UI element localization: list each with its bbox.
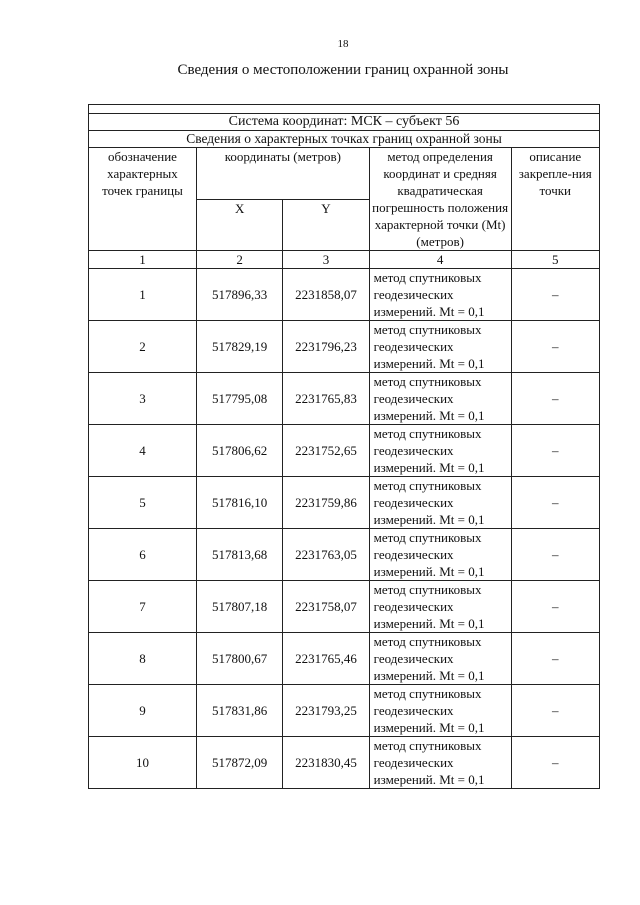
document-title: Сведения о местоположении границ охранной зоны xyxy=(177,62,509,78)
y-coordinate-cell: 2231793,25 xyxy=(283,685,369,737)
column-number: 1 xyxy=(89,251,197,269)
y-coordinate-cell: 2231763,05 xyxy=(283,529,369,581)
coordinate-system-header: Система координат: МСК – субъект 56 xyxy=(89,114,600,131)
column-number: 4 xyxy=(369,251,511,269)
y-coordinate-cell: 2231752,65 xyxy=(283,425,369,477)
column-header-row-1 xyxy=(89,148,600,200)
x-coordinate-cell: 517806,62 xyxy=(196,425,282,477)
section-header: Сведения о характерных точках границ охранной зоны xyxy=(89,131,600,148)
x-coordinate-cell: 517795,08 xyxy=(196,373,282,425)
x-coordinate-cell: 517800,67 xyxy=(196,633,282,685)
header-point-designation: обозначение характерных точек границы xyxy=(89,148,197,251)
y-coordinate-cell: 2231765,46 xyxy=(283,633,369,685)
table-row xyxy=(89,633,600,685)
table-top-gap-row xyxy=(89,105,600,114)
header-x: X xyxy=(196,199,282,251)
table-row xyxy=(89,737,600,789)
y-coordinate-cell: 2231858,07 xyxy=(283,269,369,321)
header-y: Y xyxy=(283,199,369,251)
point-number-cell: 5 xyxy=(89,477,197,529)
column-number: 5 xyxy=(511,251,599,269)
column-number: 2 xyxy=(196,251,282,269)
description-cell: – xyxy=(511,529,599,581)
header-description: описание закрепле-ния точки xyxy=(511,148,599,251)
x-coordinate-cell: 517831,86 xyxy=(196,685,282,737)
description-cell: – xyxy=(511,321,599,373)
x-coordinate-cell: 517816,10 xyxy=(196,477,282,529)
header-coordinates: координаты (метров) xyxy=(196,148,369,200)
method-cell: метод спутниковых геодезических измерений. Mt = 0,1 xyxy=(369,477,511,529)
table-row xyxy=(89,477,600,529)
description-cell: – xyxy=(511,737,599,789)
page-number: 18 xyxy=(337,38,349,50)
point-number-cell: 4 xyxy=(89,425,197,477)
x-coordinate-cell: 517807,18 xyxy=(196,581,282,633)
method-cell: метод спутниковых геодезических измерений. Mt = 0,1 xyxy=(369,373,511,425)
point-number-cell: 1 xyxy=(89,269,197,321)
point-number-cell: 8 xyxy=(89,633,197,685)
y-coordinate-cell: 2231765,83 xyxy=(283,373,369,425)
method-cell: метод спутниковых геодезических измерений. Mt = 0,1 xyxy=(369,737,511,789)
method-cell: метод спутниковых геодезических измерений. Mt = 0,1 xyxy=(369,581,511,633)
method-cell: метод спутниковых геодезических измерений. Mt = 0,1 xyxy=(369,269,511,321)
table-row xyxy=(89,581,600,633)
x-coordinate-cell: 517829,19 xyxy=(196,321,282,373)
y-coordinate-cell: 2231830,45 xyxy=(283,737,369,789)
point-number-cell: 7 xyxy=(89,581,197,633)
column-number-row xyxy=(89,251,600,269)
point-number-cell: 2 xyxy=(89,321,197,373)
method-cell: метод спутниковых геодезических измерений. Mt = 0,1 xyxy=(369,633,511,685)
description-cell: – xyxy=(511,685,599,737)
y-coordinate-cell: 2231796,23 xyxy=(283,321,369,373)
description-cell: – xyxy=(511,425,599,477)
y-coordinate-cell: 2231758,07 xyxy=(283,581,369,633)
table-row xyxy=(89,425,600,477)
table-row xyxy=(89,321,600,373)
method-cell: метод спутниковых геодезических измерений. Mt = 0,1 xyxy=(369,425,511,477)
method-cell: метод спутниковых геодезических измерений. Mt = 0,1 xyxy=(369,685,511,737)
table-row xyxy=(89,373,600,425)
coordinate-system-row xyxy=(89,114,600,131)
table-row xyxy=(89,529,600,581)
point-number-cell: 9 xyxy=(89,685,197,737)
description-cell: – xyxy=(511,269,599,321)
x-coordinate-cell: 517896,33 xyxy=(196,269,282,321)
table-row xyxy=(89,685,600,737)
point-number-cell: 10 xyxy=(89,737,197,789)
table-top-gap-cell xyxy=(89,105,600,114)
description-cell: – xyxy=(511,373,599,425)
header-method: метод определения координат и средняя квадратическая погрешность положения характерной точки (Mt) (метров) xyxy=(369,148,511,251)
column-number: 3 xyxy=(283,251,369,269)
method-cell: метод спутниковых геодезических измерений. Mt = 0,1 xyxy=(369,321,511,373)
table-row xyxy=(89,269,600,321)
x-coordinate-cell: 517813,68 xyxy=(196,529,282,581)
description-cell: – xyxy=(511,633,599,685)
method-cell: метод спутниковых геодезических измерений. Mt = 0,1 xyxy=(369,529,511,581)
point-number-cell: 3 xyxy=(89,373,197,425)
description-cell: – xyxy=(511,581,599,633)
description-cell: – xyxy=(511,477,599,529)
x-coordinate-cell: 517872,09 xyxy=(196,737,282,789)
point-number-cell: 6 xyxy=(89,529,197,581)
section-header-row xyxy=(89,131,600,148)
boundary-points-table xyxy=(88,104,600,789)
y-coordinate-cell: 2231759,86 xyxy=(283,477,369,529)
